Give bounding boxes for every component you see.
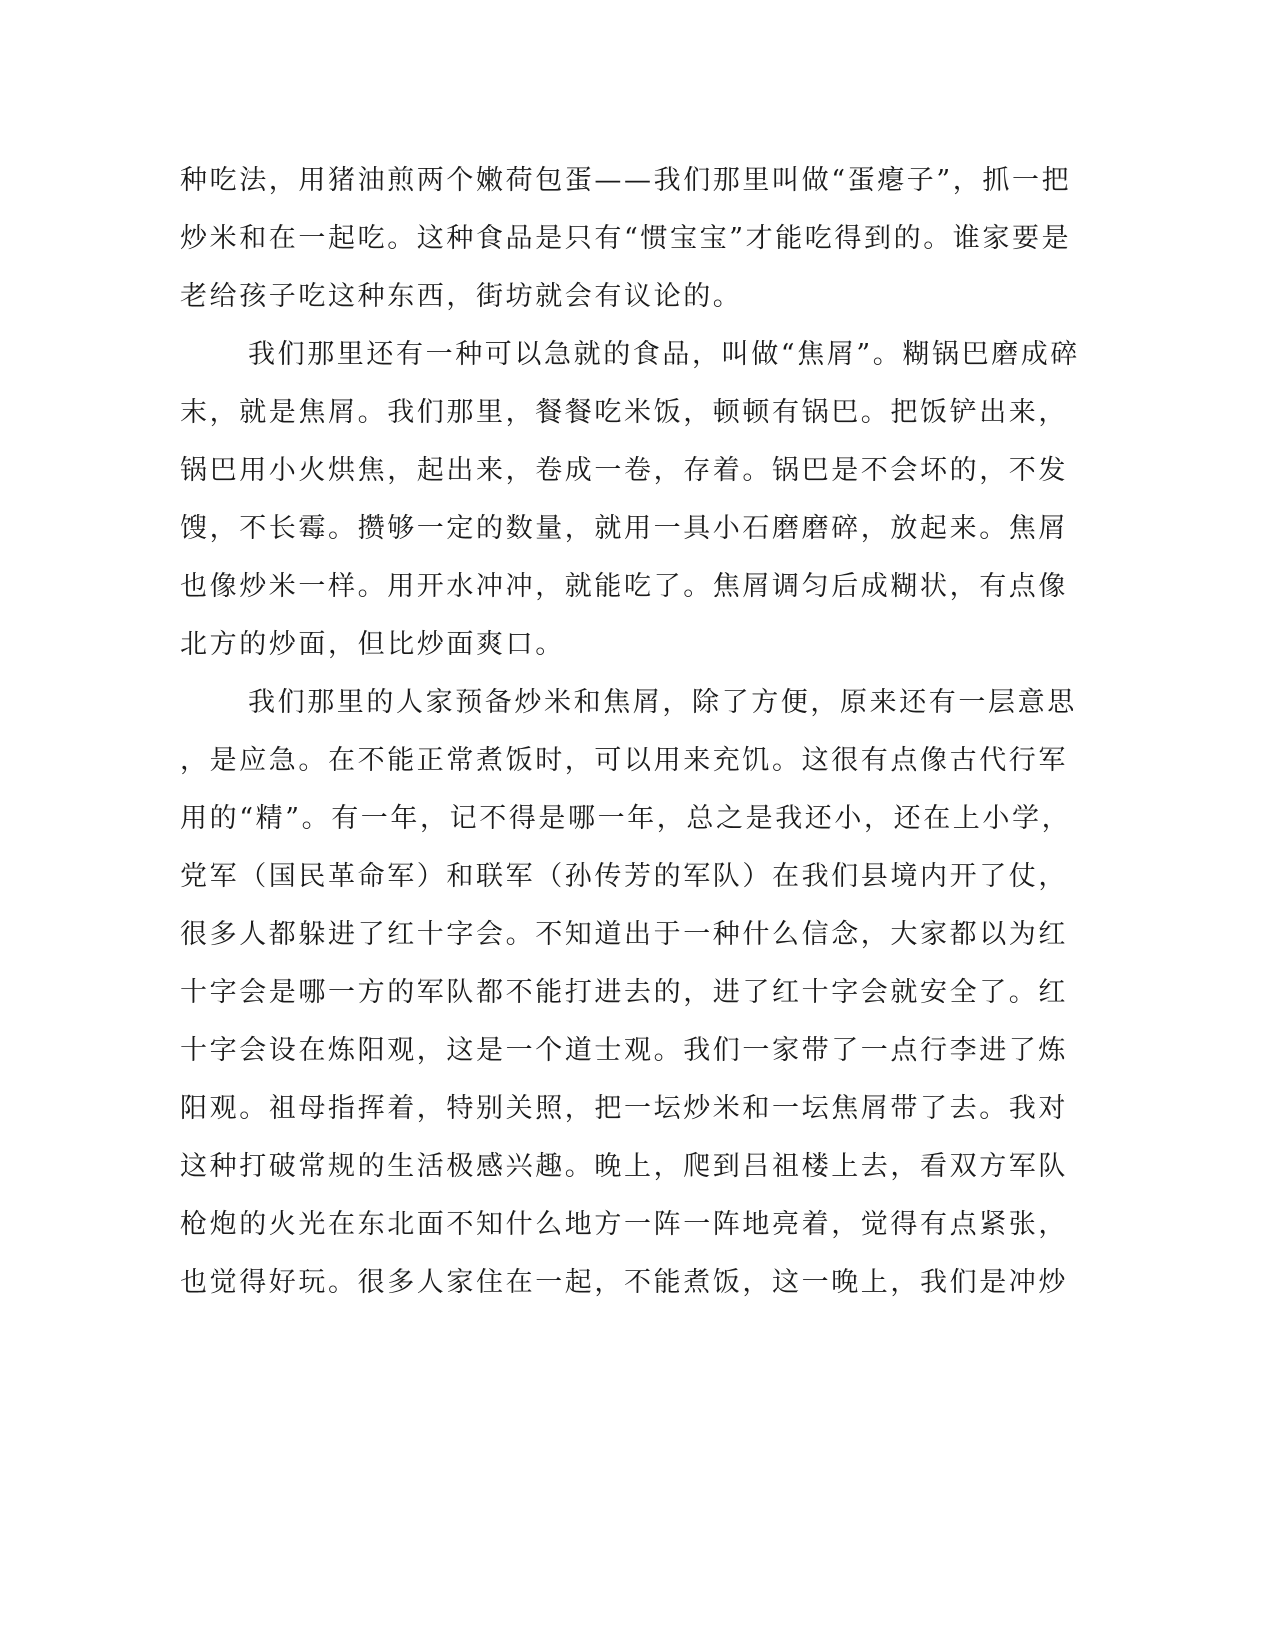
text-line: 党军（国民革命军）和联军（孙传芳的军队）在我们县境内开了仗， <box>180 861 1068 892</box>
text-line: 馊，不长霉。攒够一定的数量，就用一具小石磨磨碎，放起来。焦屑 <box>180 513 1068 544</box>
text-line: ，是应急。在不能正常煮饭时，可以用来充饥。这很有点像古代行军 <box>180 745 1068 776</box>
text-line: 十字会设在炼阳观，这是一个道士观。我们一家带了一点行李进了炼 <box>180 1035 1068 1066</box>
text-line: 末，就是焦屑。我们那里，餐餐吃米饭，顿顿有锅巴。把饭铲出来， <box>180 397 1068 428</box>
text-line: 也像炒米一样。用开水冲冲，就能吃了。焦屑调匀后成糊状，有点像 <box>180 571 1068 602</box>
text-line: 炒米和在一起吃。这种食品是只有“惯宝宝”才能吃得到的。谁家要是 <box>180 223 1072 254</box>
text-line: 北方的炒面，但比炒面爽口。 <box>180 629 565 660</box>
text-line: 十字会是哪一方的军队都不能打进去的，进了红十字会就安全了。红 <box>180 977 1068 1008</box>
text-line: 很多人都躲进了红十字会。不知道出于一种什么信念，大家都以为红 <box>180 919 1068 950</box>
text-line: 枪炮的火光在东北面不知什么地方一阵一阵地亮着，觉得有点紧张， <box>180 1209 1068 1240</box>
text-line: 种吃法，用猪油煎两个嫩荷包蛋——我们那里叫做“蛋瘪子”，抓一把 <box>180 165 1072 196</box>
text-line: 阳观。祖母指挥着，特别关照，把一坛炒米和一坛焦屑带了去。我对 <box>180 1093 1068 1124</box>
text-line: 也觉得好玩。很多人家住在一起，不能煮饭，这一晚上，我们是冲炒 <box>180 1267 1068 1298</box>
text-line: 锅巴用小火烘焦，起出来，卷成一卷，存着。锅巴是不会坏的，不发 <box>180 455 1068 486</box>
text-line: 老给孩子吃这种东西，街坊就会有议论的。 <box>180 281 743 312</box>
paragraph-start-line: 我们那里的人家预备炒米和焦屑，除了方便，原来还有一层意思 <box>248 687 1077 718</box>
text-line: 用的“精”。有一年，记不得是哪一年，总之是我还小，还在上小学， <box>180 803 1072 834</box>
text-line: 这种打破常规的生活极感兴趣。晚上，爬到吕祖楼上去，看双方军队 <box>180 1151 1068 1182</box>
paragraph-start-line: 我们那里还有一种可以急就的食品，叫做“焦屑”。糊锅巴磨成碎 <box>248 339 1081 370</box>
